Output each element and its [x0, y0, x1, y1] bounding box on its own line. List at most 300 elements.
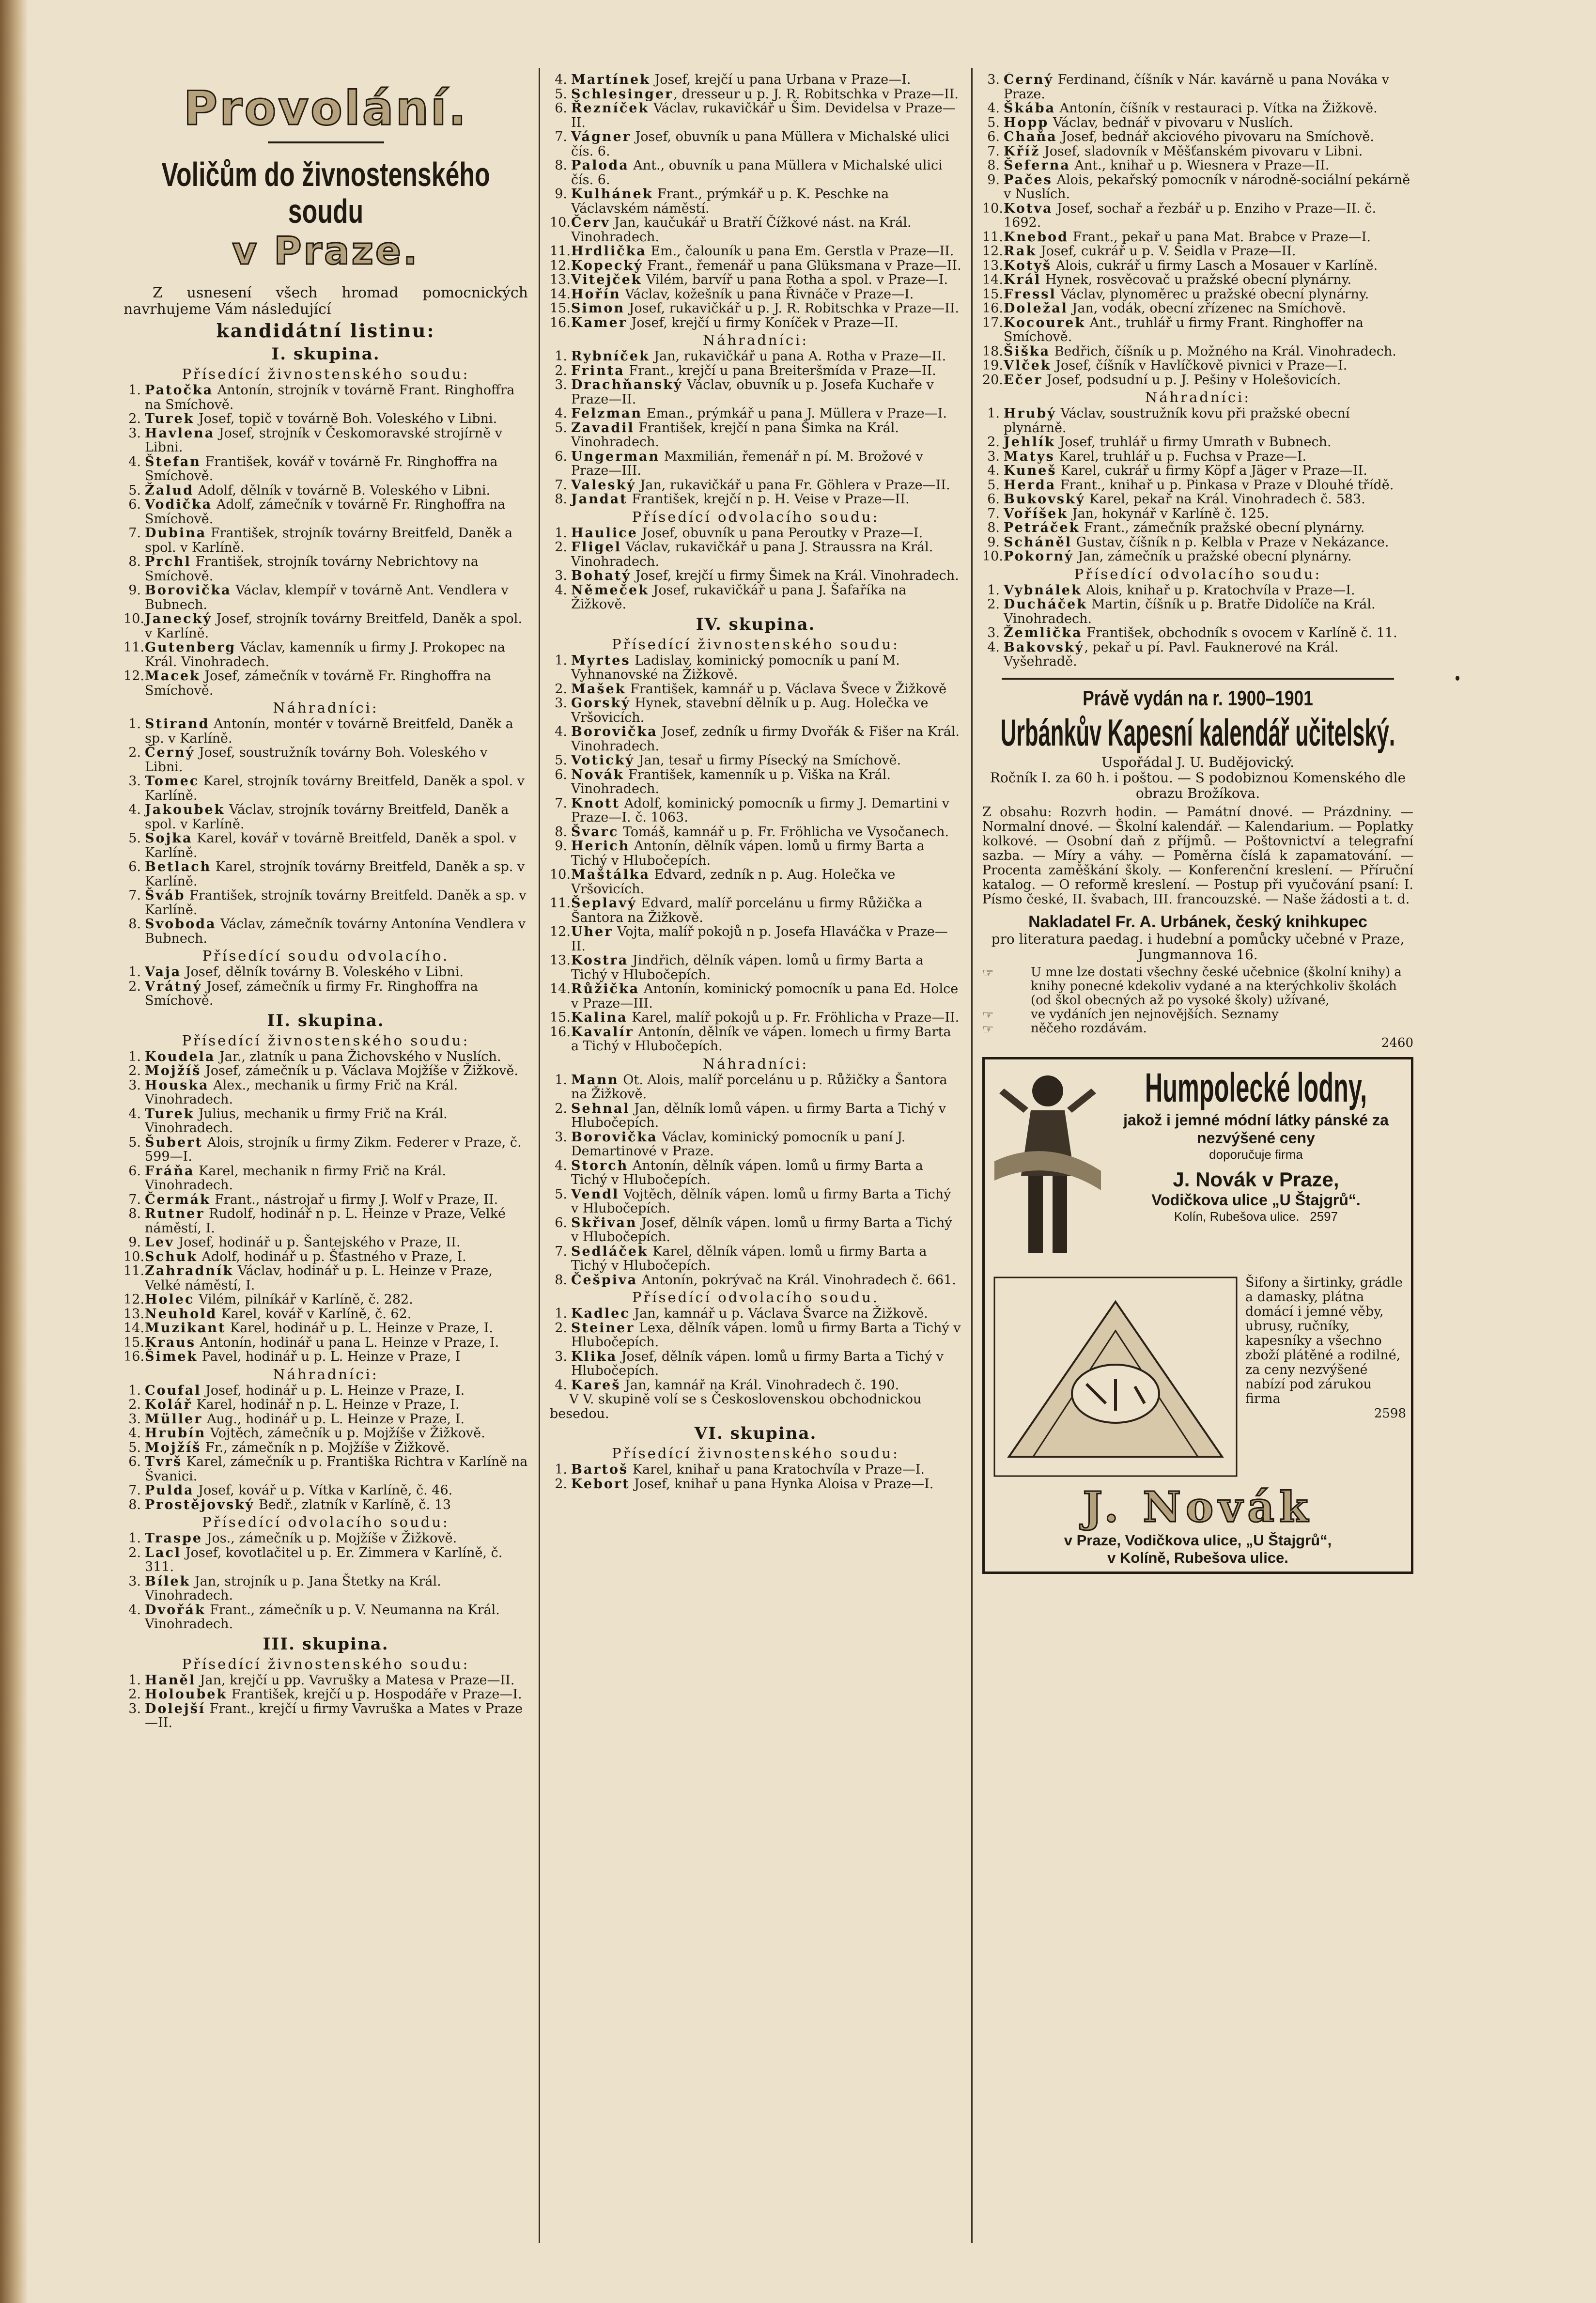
- candidate-entry: [550, 1130, 961, 1159]
- section-heading: Náhradníci:: [273, 700, 379, 716]
- candidate-entry: [124, 383, 528, 412]
- entry-number: 3.: [128, 425, 141, 441]
- candidate-surname: Kraus: [145, 1335, 196, 1350]
- entry-number: 14.: [982, 272, 1003, 287]
- candidate-details: Václav, soustružník kovu při pražské obecní plynárně.: [1004, 406, 1350, 436]
- ad-code: 2597: [1310, 1209, 1338, 1224]
- candidate-entry: [550, 478, 961, 493]
- candidate-details: Frant., krejčí u firmy Vavruška a Mates v Praze—II.: [145, 1701, 523, 1730]
- candidate-surname: Fráňa: [145, 1163, 195, 1179]
- candidate-details: Frant., krejčí u pana Breiteršmída v Praze—II.: [624, 363, 936, 378]
- candidate-details: Aug., hodinář u p. L. Heinze v Praze, I.: [202, 1411, 465, 1427]
- ad-line: jakož i jemné módní látky pánské za nezvýšené ceny: [1123, 1111, 1389, 1147]
- candidate-entry: [550, 1102, 961, 1130]
- candidate-surname: Holec: [145, 1292, 195, 1307]
- candidate-entry: [550, 492, 961, 507]
- entry-number: 1.: [128, 1049, 141, 1064]
- page-subtitle: Voličům do živnostenského soudu: [161, 156, 490, 230]
- candidate-details: Pavel, hodinář u p. L. Heinze v Praze, I: [198, 1349, 461, 1364]
- candidate-surname: Petráček: [1004, 520, 1080, 535]
- candidate-surname: Vágner: [571, 129, 631, 144]
- candidate-surname: Valeský: [571, 477, 636, 493]
- entry-number: 5.: [128, 482, 141, 498]
- entry-number: 4.: [987, 463, 1000, 478]
- group-5-note: V V. skupině volí se s Československou obchodnickou besedou.: [550, 1392, 922, 1421]
- candidate-surname: Škába: [1004, 101, 1056, 116]
- candidate-entry: [124, 1412, 528, 1427]
- candidate-surname: Vodička: [145, 497, 213, 512]
- candidate-details: , pekař u pí. Pavl. Fauknerové na Král. Vyšehradě.: [1004, 639, 1339, 669]
- entry-number: 10.: [124, 1249, 144, 1264]
- ad-bullet: ☞ ve vydáních jen nejnovějších. Seznamy: [982, 1007, 1279, 1023]
- entry-number: 3.: [987, 449, 1000, 464]
- candidate-entry: [124, 555, 528, 583]
- candidate-entry: [124, 1050, 528, 1064]
- pointing-hand-icon: ☞: [982, 1022, 994, 1037]
- candidate-entry: [550, 768, 961, 796]
- candidate-details: Vilém, pilníkář v Karlíně, č. 282.: [194, 1292, 413, 1307]
- candidate-entry: [982, 202, 1413, 230]
- entry-number: 12.: [982, 244, 1003, 259]
- entry-number: 5.: [555, 1186, 567, 1202]
- entry-number: 4.: [128, 1602, 141, 1618]
- candidate-surname: Pulda: [145, 1483, 194, 1498]
- candidate-entry: [982, 130, 1413, 144]
- candidate-surname: Kavalír: [571, 1024, 634, 1040]
- candidate-surname: Pokorný: [1004, 549, 1074, 564]
- candidate-details: Josef, sladovník v Měšťanském pivovaru v Libni.: [1040, 143, 1363, 159]
- entry-number: 2.: [128, 745, 141, 760]
- entry-number: 15.: [550, 1010, 571, 1025]
- entry-number: 3.: [128, 1077, 141, 1093]
- candidate-entry: [982, 535, 1413, 550]
- entry-number: 16.: [982, 301, 1003, 316]
- candidate-details: Josef, zámečník v továrně Fr. Ringhoffra na Smíchově.: [145, 669, 491, 698]
- candidate-details: Václav, kamenník u firmy J. Prokopec na Král. Vinohradech.: [145, 640, 505, 669]
- candidate-details: Josef, strojník továrny Breitfeld, Daněk a spol. v Karlíně.: [145, 611, 523, 641]
- candidate-surname: Dolejší: [145, 1701, 206, 1716]
- candidate-details: Václav, kožešník u pana Řivnáče v Praze—I.: [620, 286, 914, 302]
- candidate-details: Frant., zámečník pražské obecní plynárny.: [1080, 520, 1365, 535]
- candidate-entry: [550, 953, 961, 982]
- candidate-surname: Paloda: [571, 158, 629, 173]
- candidate-details: Josef, krejčí u firmy Šimek na Král. Vinohradech.: [631, 568, 959, 583]
- candidate-entry: [550, 526, 961, 541]
- calendar-ad: [982, 686, 1413, 1050]
- candidate-details: Jan, hokynář v Karlíně č. 125.: [1068, 506, 1269, 521]
- candidate-entry: [550, 450, 961, 478]
- entry-number: 11.: [550, 896, 571, 911]
- candidate-surname: Hopp: [1004, 115, 1049, 130]
- candidate-details: Josef, bednář akciového pivovaru na Smíchově.: [1057, 129, 1374, 144]
- candidate-list: [124, 965, 528, 1008]
- candidate-details: Antonín, strojník v továrně Frant. Ringhoffra na Smíchově.: [145, 383, 515, 412]
- candidate-details: Karel, cukrář u firmy Köpf a Jäger v Praze—II.: [1056, 463, 1367, 478]
- entry-number: 1.: [555, 653, 567, 668]
- candidate-entry: [124, 1384, 528, 1398]
- candidate-details: Ant., obuvník u pana Müllera v Michalské ulici čís. 6.: [571, 158, 943, 187]
- entry-number: 7.: [128, 1483, 141, 1498]
- candidate-surname: Šeplavý: [571, 896, 637, 911]
- candidate-entry: [550, 696, 961, 725]
- section-heading: Přísedící živnostenského soudu:: [612, 636, 899, 653]
- candidate-details: Edvard, zedník n p. Aug. Holečka ve Vršovicích.: [571, 867, 896, 897]
- entry-number: 3.: [987, 73, 1000, 87]
- entry-number: 7.: [128, 526, 141, 541]
- candidate-surname: Knott: [571, 795, 620, 811]
- candidate-details: František, krejčí n pana Šimka na Král. Vinohradech.: [571, 420, 899, 450]
- candidate-surname: Pačes: [1004, 172, 1053, 187]
- candidate-details: Antonín, dělník ve vápen. lomech u firmy Barta a Tichý v Hlubočepích.: [571, 1024, 951, 1054]
- entry-number: 5.: [555, 753, 567, 768]
- entry-number: 5.: [987, 115, 1000, 130]
- entry-number: 2.: [555, 540, 567, 555]
- candidate-details: Josef, krejčí u pana Urbana v Praze—I.: [650, 73, 911, 87]
- candidate-entry: [124, 1136, 528, 1164]
- entry-number: 15.: [982, 286, 1003, 302]
- candidate-entry: [124, 426, 528, 455]
- candidate-details: Václav, rukavičkář u Šim. Devidelsa v Praze—II.: [571, 101, 956, 130]
- column-rule: [539, 68, 540, 2243]
- candidate-entry: [124, 1498, 528, 1512]
- candidate-surname: Chaňa: [1004, 129, 1057, 144]
- candidate-entry: [124, 1321, 528, 1336]
- candidate-details: Josef, strojník v Českomoravské strojírně v Libni.: [145, 425, 502, 455]
- candidate-surname: Češpiva: [571, 1272, 638, 1288]
- candidate-entry: [550, 1350, 961, 1378]
- candidate-details: Hynek, rosvěcovač u pražské obecní plynárny.: [1041, 272, 1352, 287]
- candidate-entry: [982, 521, 1413, 535]
- candidate-surname: Borovička: [571, 724, 658, 739]
- candidate-details: Karel, pekař na Král. Vinohradech č. 583.: [1085, 492, 1365, 507]
- candidate-entry: [550, 825, 961, 840]
- candidate-entry: [982, 344, 1413, 359]
- candidate-entry: [982, 158, 1413, 173]
- entry-number: 18.: [982, 343, 1003, 359]
- candidate-surname: Kareš: [571, 1377, 621, 1393]
- entry-number: 12.: [550, 258, 571, 273]
- entry-number: 1.: [555, 349, 567, 364]
- candidate-details: Bedř., zlatník v Karlíně, č. 13: [254, 1497, 451, 1512]
- entry-number: 1.: [555, 1462, 567, 1477]
- candidate-details: František, kamenník u p. Viška na Král. Vinohradech.: [571, 767, 891, 796]
- candidate-surname: Vrátný: [145, 979, 202, 994]
- candidate-surname: Ducháček: [1004, 597, 1087, 612]
- candidate-surname: Muzikant: [145, 1321, 226, 1336]
- ad-branch: Kolín, Rubešova ulice.: [1174, 1209, 1300, 1224]
- candidate-surname: Kříž: [1004, 143, 1040, 159]
- candidate-entry: [124, 1603, 528, 1632]
- candidate-entry: [550, 187, 961, 216]
- entry-number: 3.: [128, 1411, 141, 1427]
- entry-number: 14.: [124, 1321, 144, 1336]
- entry-number: 11.: [124, 1263, 144, 1278]
- candidate-entry: [550, 87, 961, 102]
- candidate-entry: [124, 831, 528, 860]
- entry-number: 20.: [982, 372, 1003, 388]
- candidate-entry: [124, 888, 528, 917]
- candidate-entry: [550, 583, 961, 612]
- candidate-surname: Drachňanský: [571, 377, 683, 392]
- entry-number: 8.: [555, 158, 567, 173]
- candidate-entry: [550, 1025, 961, 1054]
- entry-number: 6.: [128, 497, 141, 512]
- candidate-details: Josef, kovotlačitel u p. Er. Zimmera v Karlíně, č. 311.: [145, 1545, 503, 1574]
- entry-number: 1.: [128, 1531, 141, 1546]
- candidate-surname: Herda: [1004, 477, 1056, 493]
- candidate-surname: Neuhold: [145, 1306, 217, 1322]
- entry-number: 2.: [128, 979, 141, 994]
- candidate-details: Karel, strojník továrny Breitfeld, Daněk a sp. v Karlíně.: [145, 859, 525, 889]
- candidate-surname: Novák: [571, 767, 624, 782]
- candidate-details: Antonín, dělník vápen. lomů u firmy Barta a Tichý v Hlubočepích.: [571, 1158, 923, 1187]
- candidate-details: Julius, mechanik u firmy Frič na Král. Vinohradech.: [145, 1106, 448, 1136]
- candidate-surname: Vlček: [1004, 358, 1052, 373]
- candidate-surname: Lev: [145, 1235, 174, 1250]
- entry-number: 8.: [987, 520, 1000, 535]
- candidate-details: Karel, hodinář u p. L. Heinze v Praze, I.: [226, 1321, 493, 1336]
- entry-number: 7.: [555, 1244, 567, 1259]
- entry-number: 13.: [124, 1306, 144, 1322]
- candidate-entry: [124, 1350, 528, 1364]
- candidate-details: Josef, zedník u firmy Dvořák & Fišer na Král. Vinohradech.: [571, 724, 960, 754]
- section-heading: Přísedící odvolacího soudu:: [1074, 565, 1322, 582]
- ad-street: Vodičkova ulice „U Štajgrů“.: [1151, 1191, 1361, 1209]
- entry-number: 2.: [555, 681, 567, 697]
- entry-number: 14.: [550, 981, 571, 996]
- candidate-details: Karel, malíř pokojů u p. Fr. Fröhlicha v Praze—II.: [627, 1010, 960, 1025]
- intro-text: Z usnesení všech hromad pomocnických navrhujeme Vám následující: [124, 284, 528, 318]
- candidate-details: Frant., zámečník u p. V. Neumanna na Král. Vinohradech.: [145, 1602, 500, 1632]
- candidate-entry: [124, 1531, 528, 1546]
- candidate-entry: [982, 287, 1413, 302]
- entry-number: 3.: [555, 696, 567, 711]
- candidate-surname: Lacl: [145, 1545, 182, 1560]
- candidate-surname: Haulice: [571, 525, 638, 541]
- candidate-entry: [550, 158, 961, 187]
- candidate-surname: Frinta: [571, 363, 625, 378]
- entry-number: 8.: [987, 158, 1000, 173]
- candidate-surname: Fressl: [1004, 286, 1056, 302]
- candidate-details: Josef, kovář u p. Vítka v Karlíně, č. 46.: [194, 1483, 453, 1498]
- candidate-details: Jan, tesař u firmy Písecký na Smíchově.: [635, 753, 901, 768]
- candidate-surname: Haněl: [145, 1672, 196, 1688]
- candidate-details: František, kovář v továrně Fr. Ringhoffra na Smíchově.: [145, 454, 498, 483]
- candidate-surname: Kostra: [571, 953, 629, 968]
- candidate-surname: Dubina: [145, 526, 207, 541]
- candidate-entry: [550, 1245, 961, 1273]
- entry-number: 8.: [555, 1272, 567, 1288]
- candidate-details: Lexa, dělník vápen. lomů u firmy Barta a Tichý v Hlubočepích.: [571, 1320, 961, 1350]
- ad-editor: Uspořádal J. U. Budějovický.: [1101, 754, 1295, 770]
- entry-number: 2.: [555, 1101, 567, 1116]
- candidate-surname: Schuk: [145, 1249, 198, 1264]
- candidate-list: [124, 717, 528, 946]
- candidate-details: Karel, knihař u pana Kratochvíla v Praze—I.: [628, 1462, 925, 1477]
- candidate-details: Antonín, hodinář u pana L. Heinze v Praze, I.: [196, 1335, 499, 1350]
- entry-number: 9.: [555, 187, 567, 202]
- candidate-details: Josef, číšník v Havlíčkově pivnici v Praze—I.: [1051, 358, 1348, 373]
- section-heading: Přísedící soudu odvolacího.: [202, 948, 449, 964]
- entry-number: 6.: [555, 1215, 567, 1230]
- candidate-list: [550, 349, 961, 507]
- candidate-details: Václav, obuvník u p. Josefa Kuchaře v Praze—II.: [571, 377, 934, 407]
- candidate-entry: [982, 259, 1413, 273]
- candidate-surname: Šimek: [145, 1349, 198, 1364]
- entry-number: 1.: [987, 406, 1000, 421]
- ad-bullets: [982, 965, 1413, 1036]
- entry-number: 4.: [555, 1158, 567, 1173]
- candidate-surname: Mojžíš: [145, 1440, 201, 1455]
- group-heading: III. skupina.: [263, 1634, 389, 1654]
- candidate-details: Ferdinand, číšník v Nár. kavárně u pana Nováka v Praze.: [1004, 73, 1390, 102]
- candidate-entry: [124, 1264, 528, 1292]
- candidate-details: Antonín, číšník v restauraci p. Vítka na Žižkově.: [1055, 101, 1378, 116]
- candidate-surname: Čermák: [145, 1192, 211, 1207]
- entry-number: 4.: [128, 1426, 141, 1441]
- candidate-list: [982, 583, 1413, 669]
- ad-publisher-sub: pro literatura paedag. i hudební a pomůcky učebné v Praze, Jungmannova 16.: [991, 931, 1405, 963]
- candidate-details: Josef, knihař u pana Hynka Aloisa v Praze—I.: [630, 1476, 934, 1492]
- candidate-details: Josef, truhlář u firmy Umrath v Bubnech.: [1055, 435, 1332, 450]
- candidate-entry: [550, 1477, 961, 1492]
- entry-number: 5.: [987, 477, 1000, 493]
- entry-number: 2.: [128, 1687, 141, 1702]
- candidate-surname: Žemlička: [1004, 625, 1083, 640]
- candidate-surname: Myrtes: [571, 653, 631, 668]
- candidate-surname: Schlesinger: [571, 86, 674, 102]
- candidate-surname: Patočka: [145, 383, 214, 398]
- entry-number: 6.: [987, 492, 1000, 507]
- entry-number: 8.: [128, 917, 141, 932]
- candidate-entry: [550, 1307, 961, 1321]
- candidate-entry: [550, 259, 961, 273]
- entry-number: 3.: [555, 377, 567, 392]
- section-heading: Přísedící živnostenského soudu:: [182, 366, 470, 382]
- ad-code: 2460: [1381, 1035, 1413, 1050]
- candidate-entry: [124, 669, 528, 698]
- ad-price: Ročník I. za 60 h. i poštou. — S podobiznou Komenského dle obrazu Brožíkova.: [990, 769, 1406, 801]
- candidate-details: Josef, hodinář u p. Šantejského v Praze, II.: [174, 1235, 461, 1250]
- candidate-entry: [550, 349, 961, 364]
- candidate-entry: [550, 1073, 961, 1102]
- candidate-details: Václav, bednář v pivovaru v Nuslích.: [1049, 115, 1294, 130]
- entry-number: 6.: [128, 1163, 141, 1179]
- candidate-entry: [982, 116, 1413, 130]
- candidate-details: Rudolf, hodinář n p. L. Heinze v Praze, Velké náměstí, I.: [145, 1206, 506, 1236]
- entry-number: 12.: [124, 1292, 144, 1307]
- entry-number: 1.: [128, 965, 141, 980]
- candidate-surname: Šubert: [145, 1135, 203, 1150]
- candidate-surname: Houska: [145, 1077, 209, 1093]
- candidate-surname: Tvrš: [145, 1454, 183, 1469]
- candidate-list: [550, 1073, 961, 1288]
- candidate-list: [124, 1531, 528, 1632]
- candidate-surname: Řezníček: [571, 101, 650, 116]
- candidate-details: Josef, cukrář u p. V. Seidla v Praze—II.: [1037, 244, 1296, 259]
- candidate-details: Vilém, barvíř u pana Rotha a spol. v Praze—I.: [642, 272, 948, 287]
- candidate-surname: Uher: [571, 924, 613, 939]
- candidate-details: František, krejčí u p. Hospodáře v Praze—I.: [227, 1687, 522, 1702]
- candidate-list: [550, 73, 961, 330]
- candidate-details: Adolf, hodinář u p. Šťastného v Praze, I.: [197, 1249, 466, 1264]
- candidate-entry: [124, 1455, 528, 1483]
- candidate-surname: Kolář: [145, 1397, 192, 1412]
- section-heading: Náhradníci:: [702, 332, 809, 348]
- candidate-entry: [124, 1574, 528, 1603]
- candidate-details: Karel, kovář v Karlíně, č. 62.: [217, 1306, 412, 1322]
- candidate-entry: [982, 173, 1413, 202]
- candidate-entry: [550, 130, 961, 158]
- candidate-entry: [550, 406, 961, 421]
- candidate-entry: [124, 1702, 528, 1730]
- candidate-details: Frant., řemenář u pana Glüksmana v Praze—II.: [643, 258, 961, 273]
- candidate-entry: [982, 450, 1413, 464]
- candidate-details: Josef, podsudní u p. J. Pešiny v Holešovicích.: [1042, 372, 1341, 388]
- candidate-surname: Bakovský: [1004, 639, 1085, 655]
- column-rule: [971, 68, 973, 2243]
- candidate-details: Jan, kaučukář u Bratří Čížkové nást. na Král. Vinohradech.: [571, 215, 912, 245]
- candidate-details: Karel, kovář v továrně Breitfeld, Daněk a spol. v Karlíně.: [145, 831, 517, 860]
- candidate-entry: [124, 774, 528, 803]
- entry-number: 9.: [555, 839, 567, 854]
- candidate-list: [550, 654, 961, 1054]
- candidate-surname: Rak: [1004, 244, 1037, 259]
- candidate-surname: Klika: [571, 1349, 618, 1364]
- candidate-details: Václav, kominický pomocník u paní J. Demartinové v Praze.: [571, 1129, 906, 1159]
- candidate-surname: Simon: [571, 301, 625, 316]
- entry-number: 7.: [128, 888, 141, 903]
- candidate-entry: [124, 526, 528, 555]
- candidate-surname: Traspe: [145, 1531, 203, 1546]
- candidate-entry: [982, 101, 1413, 116]
- candidate-details: František, krejčí n p. H. Veise v Praze—II.: [627, 492, 910, 507]
- entry-number: 9.: [128, 583, 141, 598]
- candidate-entry: [124, 1546, 528, 1574]
- candidate-list: [124, 1050, 528, 1364]
- candidate-details: Antonín, kominický pomocník u pana Ed. Holce v Praze—III.: [571, 981, 959, 1011]
- candidate-entry: [550, 1273, 961, 1288]
- candidate-surname: Prchl: [145, 554, 191, 569]
- candidate-entry: [550, 1159, 961, 1187]
- candidate-entry: [550, 316, 961, 330]
- candidate-details: Frant., knihař u p. Pinkasa v Praze v Dlouhé třídě.: [1056, 477, 1394, 493]
- candidate-list: [124, 1673, 528, 1730]
- candidate-details: František, strojník továrny Breitfeld, Daněk a spol. v Karlíně.: [145, 526, 513, 555]
- candidate-surname: Žalud: [145, 482, 194, 498]
- entry-number: 14.: [550, 286, 571, 302]
- entry-number: 6.: [987, 129, 1000, 144]
- entry-number: 1.: [555, 525, 567, 541]
- entry-number: 4.: [128, 1106, 141, 1121]
- ad-firm: J. Novák: [1083, 1482, 1313, 1532]
- candidate-entry: [550, 925, 961, 953]
- candidate-list: [124, 1384, 528, 1512]
- candidate-surname: Zahradník: [145, 1263, 234, 1278]
- candidate-surname: Kocourek: [1004, 315, 1086, 330]
- candidate-surname: Turek: [145, 1106, 195, 1121]
- candidate-surname: Hrdlička: [571, 244, 647, 259]
- entry-number: 15.: [550, 301, 571, 316]
- candidate-details: Antonín, dělník vápen. lomů u firmy Barta a Tichý v Hlubočepích.: [571, 839, 925, 868]
- entry-number: 5.: [555, 86, 567, 102]
- entry-number: 13.: [550, 953, 571, 968]
- candidate-entry: [982, 435, 1413, 450]
- entry-number: 5.: [128, 1440, 141, 1455]
- entry-number: 5.: [128, 1135, 141, 1150]
- candidate-details: Jar., zlatník u pana Žichovského v Nuslích.: [215, 1049, 501, 1064]
- candidate-details: Ot. Alois, malíř porcelánu u p. Růžičky a Šantora na Žižkově.: [571, 1072, 947, 1102]
